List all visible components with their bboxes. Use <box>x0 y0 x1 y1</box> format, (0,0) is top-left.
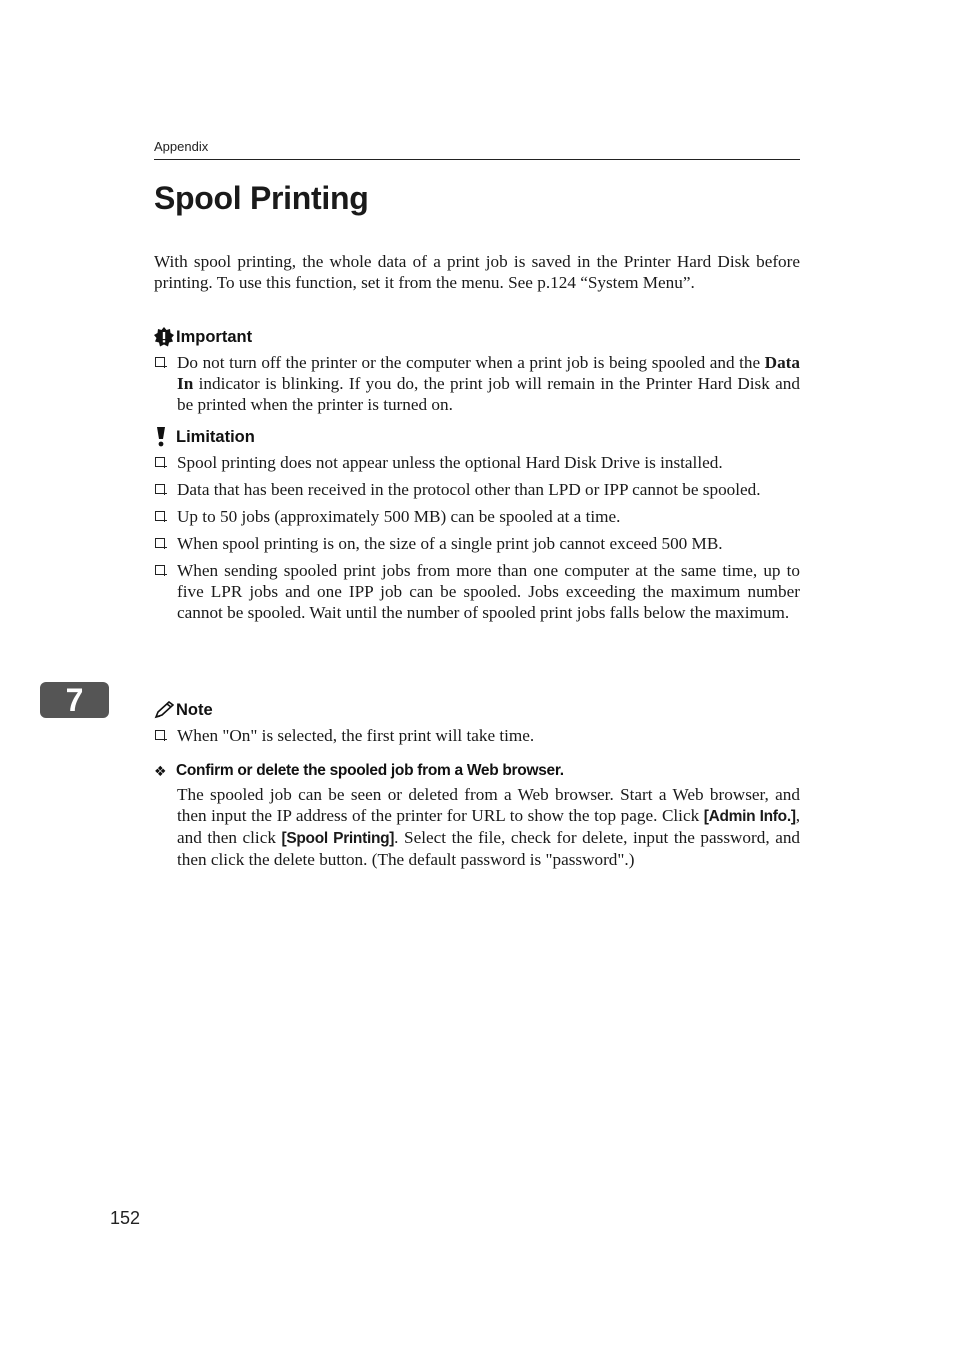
pencil-icon <box>154 699 176 721</box>
list-item-text: Up to 50 jobs (approximately 500 MB) can be spooled at a time. <box>177 507 621 526</box>
chapter-number: 7 <box>65 681 84 718</box>
intro-paragraph: With spool printing, the whole data of a print job is saved in the Printer Hard Disk before printing. To use this function, set it from the menu. See p.124 “System Menu”. <box>154 252 800 292</box>
list-item <box>154 506 800 527</box>
spool-printing-key: [Spool Printing] <box>281 830 395 847</box>
limitation-label: Limitation <box>176 427 255 446</box>
note-label: Note <box>176 700 213 719</box>
checkbox-bullet-icon <box>155 457 165 467</box>
checkbox-bullet-icon <box>155 484 165 494</box>
list-item-text: Data that has been received in the protocol other than LPD or IPP cannot be spooled. <box>177 480 761 499</box>
list-item <box>154 452 800 473</box>
page-title: Spool Printing <box>154 180 369 216</box>
diamond-bullet-icon: ❖ <box>154 762 167 779</box>
list-item <box>154 533 800 554</box>
list-item-text: When sending spooled print jobs from more than one computer at the same time, up to five LPR jobs and one IPP job can be spooled. Jobs exceeding the maximum number cannot be spooled. Wait until the number of spooled print jobs falls below the maximum. <box>177 561 800 622</box>
procedure-text: The spooled job can be seen or deleted from a Web browser. Start a Web browser, and then input the IP address of the printer for URL to show the top page. Click <box>177 785 800 825</box>
procedure-body <box>177 784 800 870</box>
checkbox-bullet-icon <box>155 357 165 367</box>
important-icon <box>154 326 176 348</box>
limitation-icon <box>154 426 176 448</box>
checkbox-bullet-icon <box>155 730 165 740</box>
list-item <box>154 352 800 415</box>
important-label: Important <box>176 327 253 346</box>
important-list <box>154 352 800 421</box>
procedure-text: . Select the file, check for delete, input the password, and then click the delete button. (The default password is "password".) <box>177 828 801 869</box>
data-in-indicator-label: Data In <box>177 353 800 393</box>
list-item-text: When spool printing is on, the size of a single print job cannot exceed 500 MB. <box>177 534 723 553</box>
page-number: 152 <box>110 1208 141 1228</box>
list-item <box>154 479 800 500</box>
important-item-text: Do not turn off the printer or the computer when a print job is being spooled and the <box>177 353 765 372</box>
procedure-heading <box>154 762 564 780</box>
list-item-text: Spool printing does not appear unless the optional Hard Disk Drive is installed. <box>177 453 723 472</box>
admin-info-key: [Admin Info.] <box>703 808 796 825</box>
important-heading <box>154 326 252 348</box>
note-list <box>154 725 800 752</box>
checkbox-bullet-icon <box>155 511 165 521</box>
procedure-heading-text: Confirm or delete the spooled job from a Web browser. <box>176 762 564 779</box>
list-item-text: When "On" is selected, the first print will take time. <box>177 726 535 745</box>
list-item <box>154 725 800 746</box>
important-item-text-end: indicator is blinking. If you do, the print job will remain in the Printer Hard Disk and be printed when the printer is turned on. <box>177 374 800 414</box>
procedure-text: , and then click <box>177 806 800 847</box>
list-item <box>154 560 800 623</box>
note-heading <box>154 699 213 721</box>
checkbox-bullet-icon <box>155 565 165 575</box>
running-header: Appendix <box>154 139 209 154</box>
chapter-tab <box>40 682 109 718</box>
limitation-list <box>154 452 800 629</box>
checkbox-bullet-icon <box>155 538 165 548</box>
limitation-heading <box>154 426 255 448</box>
header-rule <box>154 159 800 160</box>
